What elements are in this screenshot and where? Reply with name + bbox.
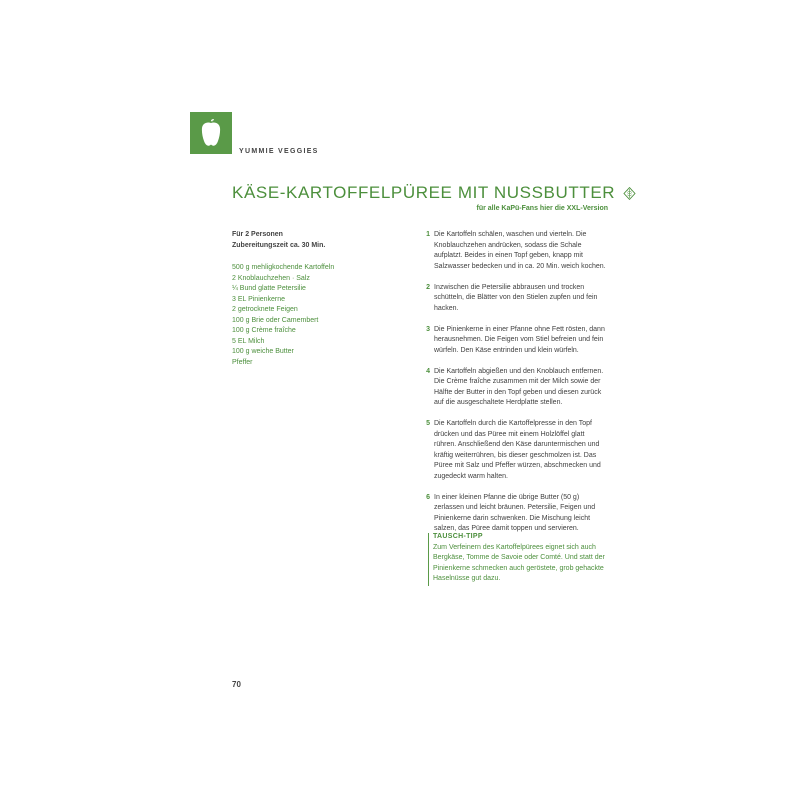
ingredient-list <box>232 263 402 368</box>
step-item <box>422 325 608 357</box>
ingredient-item: 2 getrocknete Feigen <box>232 306 298 313</box>
tip-title: TAUSCH-TIPP <box>433 533 483 540</box>
ingredient-item: 500 g mehligkochende Kartoffeln <box>232 264 335 271</box>
step-number: 5 <box>426 420 430 427</box>
tip-divider <box>428 533 429 586</box>
recipe-info <box>232 230 402 368</box>
step-number: 3 <box>426 325 430 333</box>
step-number: 6 <box>426 493 430 501</box>
ingredient-item: 3 EL Pinienkerne <box>232 295 286 303</box>
step-item <box>422 283 608 315</box>
step-text: In einer kleinen Pfanne die übrige Butter (50 g) zerlassen und leicht bräunen. Petersilie, Feigen und Pinienkerne darin schwenken. Die Mischung leicht salzen, das Püree damit toppen und servieren. <box>434 493 596 532</box>
servings: Für 2 Personen <box>232 231 283 238</box>
step-text: Inzwischen die Petersilie abbrausen und trocken schütteln, die Blätter von den Stielen zupfen und fein hacken. <box>434 283 598 312</box>
step-number: 1 <box>426 231 430 238</box>
step-number: 4 <box>426 367 430 375</box>
ingredient-item: 100 g Crème fraîche <box>232 327 296 334</box>
recipe-title: KÄSE-KARTOFFELPÜREE MIT NUSSBUTTER <box>232 183 616 202</box>
leaf-icon <box>623 187 636 200</box>
tip-text: Zum Verfeinern des Kartoffelpürees eignet sich auch Bergkäse, Tomme de Savoie oder Comté. Und statt der Pinienkerne schmecken auch geröstete, grob gehackte Haselnüsse gut dazu. <box>433 543 605 582</box>
ingredient-item: Pfeffer <box>232 358 253 366</box>
category-tab <box>190 112 232 154</box>
bell-pepper-icon <box>198 118 224 148</box>
ingredient-item: 5 EL Milch <box>232 337 265 345</box>
ingredient-item: 2 Knoblauchzehen · Salz <box>232 274 310 282</box>
instruction-steps <box>422 230 608 545</box>
page-number: 70 <box>232 680 241 689</box>
prep-time: Zubereitungszeit ca. 30 Min. <box>232 241 326 249</box>
step-text: Die Pinienkerne in einer Pfanne ohne Fett rösten, dann herausnehmen. Die Feigen vom Stiel befreien und fein würfeln. Den Käse entrinden und klein würfeln. <box>434 325 605 354</box>
category-label: YUMMIE VEGGIES <box>239 148 319 155</box>
step-item <box>422 419 608 482</box>
tip-box <box>433 532 613 585</box>
step-item <box>422 230 608 272</box>
step-item <box>422 493 608 535</box>
title-row <box>232 183 616 203</box>
step-item <box>422 367 608 409</box>
recipe-subtitle: für alle KaPü-Fans hier die XXL-Version <box>476 205 608 212</box>
ingredient-item: 100 g Brie oder Camembert <box>232 316 319 324</box>
step-number: 2 <box>426 283 430 291</box>
step-text: Die Kartoffeln schälen, waschen und vierteln. Die Knoblauchzehen andrücken, sodass die Schale aufplatzt. Beides in einen Topf geben, knapp mit Salzwasser bedecken und in ca. 20 Min. weich kochen. <box>434 231 606 270</box>
step-text: Die Kartoffeln abgießen und den Knoblauch entfernen. Die Crème fraîche zusammen mit der Milch sowie der Hälfte der Butter in den Topf geben und diesen zurück auf die ausgeschaltete Herdplatte stellen. <box>434 367 604 406</box>
ingredient-item: ¼ Bund glatte Petersilie <box>232 285 306 292</box>
step-text: Die Kartoffeln durch die Kartoffelpresse in den Topf drücken und das Püree mit einem Holzlöffel glatt rühren. Anschließend den Käse daruntermischen und kräftig weiterrühren, bis dieser geschmolzen ist. Das Püree mit Salz und Pfeffer würzen, abschmecken und zugedeckt warm halten. <box>434 420 601 480</box>
ingredient-item: 100 g weiche Butter <box>232 348 294 355</box>
